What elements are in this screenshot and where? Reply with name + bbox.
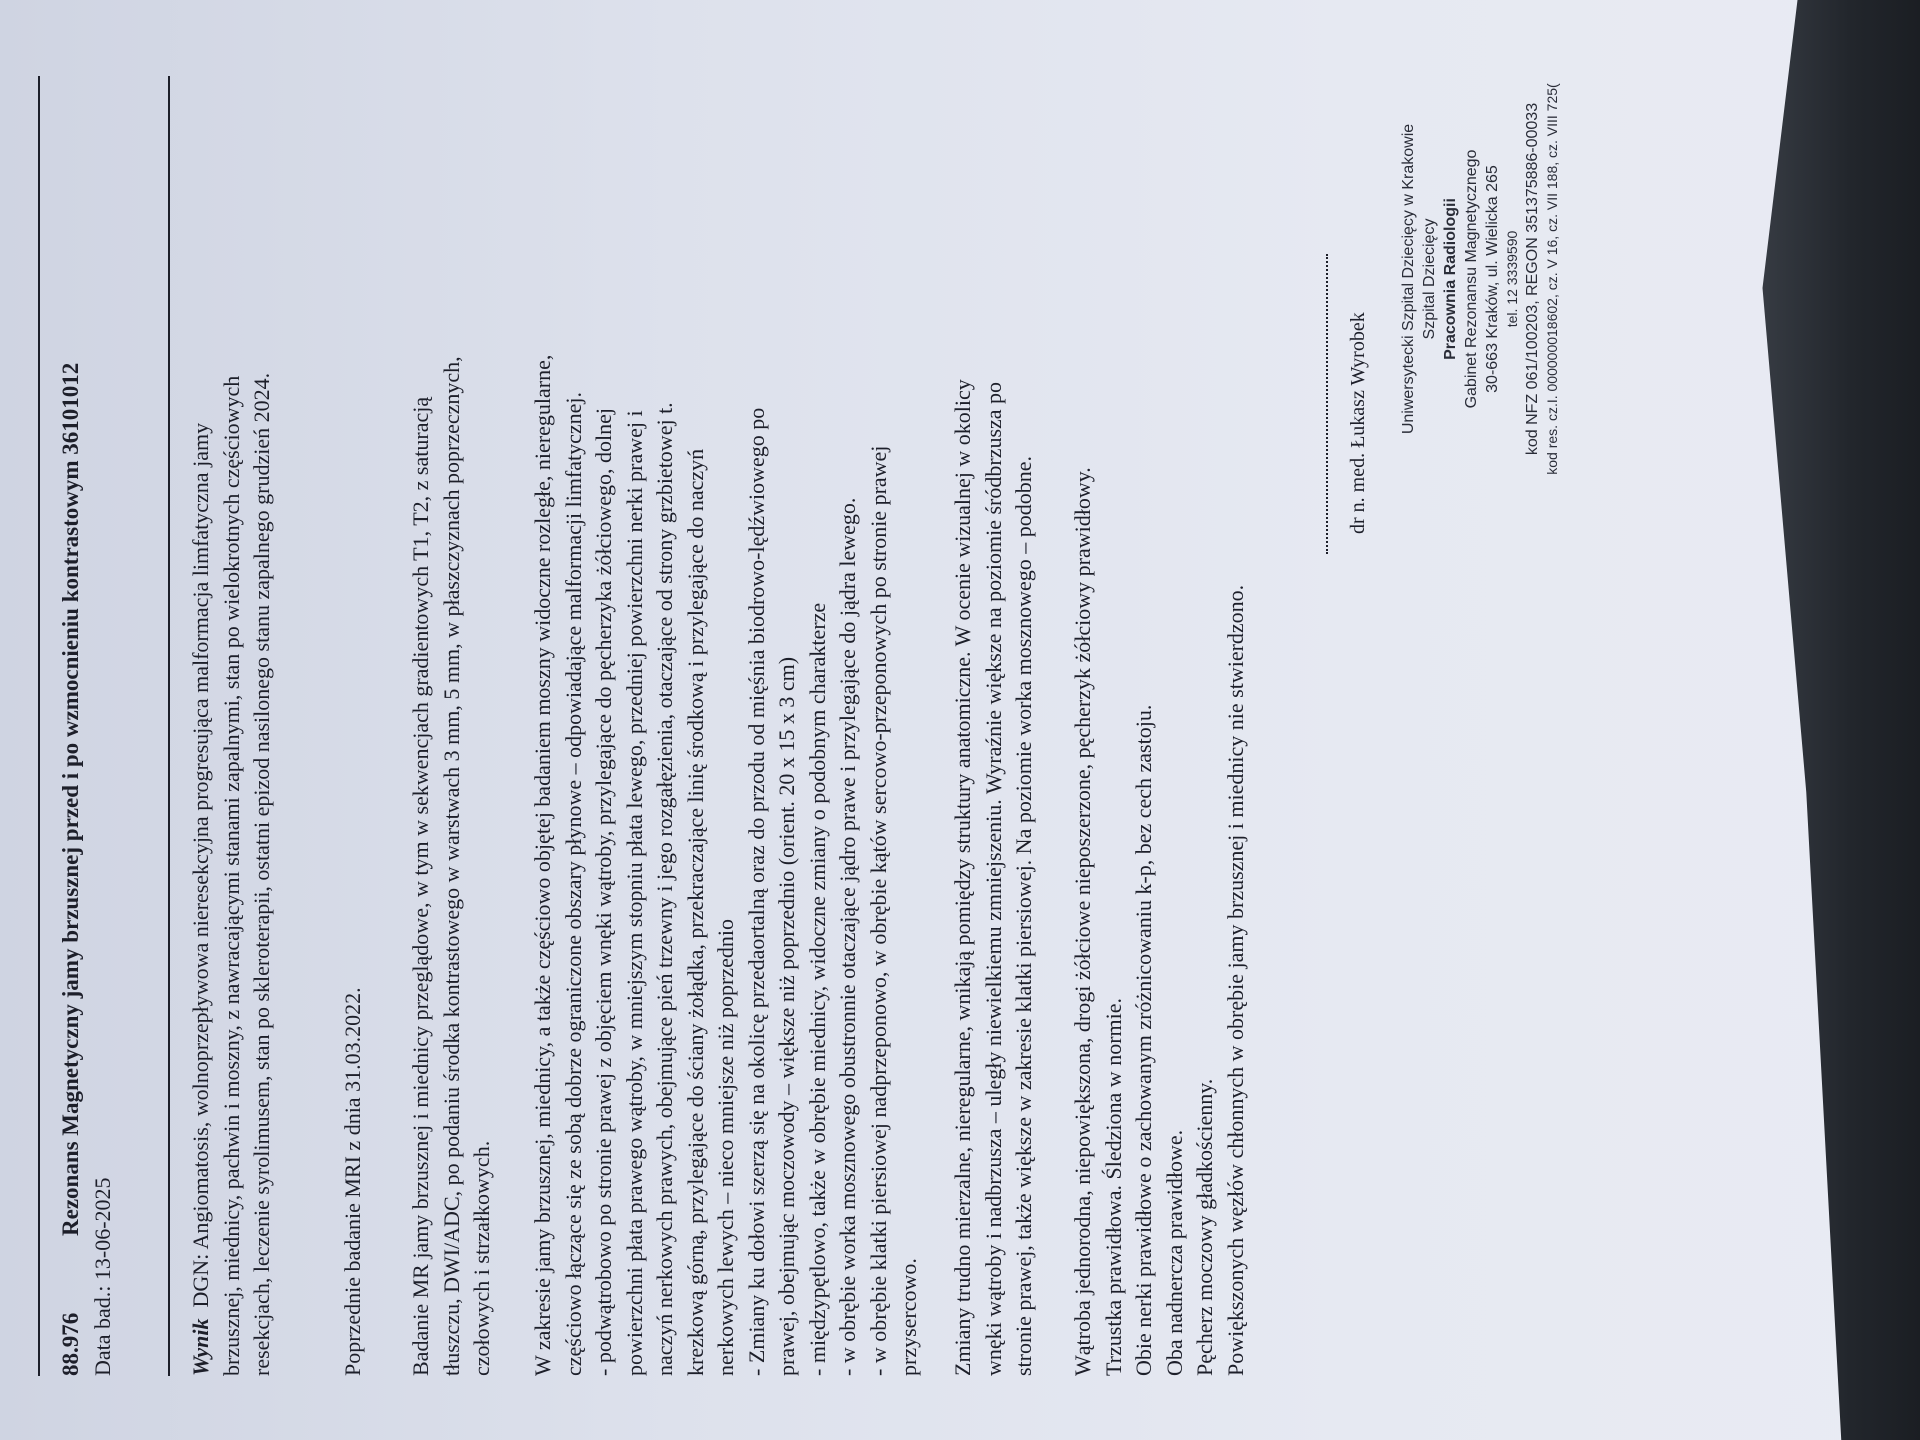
changes-line-1: Zmiany trudno mierzalne, nieregularne, wnikają pomiędzy struktury anatomiczne. W ocenie wizualnej w okolicy bbox=[950, 379, 975, 1376]
stamp-phone: tel. 12 3339590 bbox=[1504, 230, 1520, 328]
technique-section bbox=[406, 76, 498, 1376]
stamp-department: Pracownia Radiologii bbox=[1442, 198, 1459, 360]
technique-line-2: tłuszczu, DWI/ADC, po podaniu środka kontrastowego w warstwach 3 mm, 5 mm, w płaszczyznach poprzecznych, bbox=[438, 356, 464, 1376]
header-bottom-rule bbox=[168, 76, 170, 1376]
header-top-rule bbox=[38, 76, 40, 1376]
findings-line-7: nerkowych lewych – nieco mniejsze niż poprzednio bbox=[713, 919, 738, 1376]
result-line-2: brzusznej, miednicy, pachwin i moszny, z nawracającymi stanami zapalnymi, stan po wielokrotnych częściowych bbox=[218, 375, 244, 1376]
changes-line-3: stronie prawej, także większe w zakresie klatki piersiowej. Na poziomie worka mosznowego – podobne. bbox=[1011, 455, 1036, 1376]
report-number: 88.976 bbox=[58, 1312, 83, 1376]
technique-line-3: czołowych i strzałkowych. bbox=[469, 1140, 494, 1376]
findings-line-4: powierzchni płata prawego wątroby, w mniejszym stopniu płata lewego, przedniej powierzchni nerki prawej i bbox=[621, 410, 647, 1376]
report-title: Rezonans Magnetyczny jamy brzusznej przed i po wzmocnieniu kontrastowym 36101012 bbox=[58, 362, 83, 1236]
stamp-registry: kod res. cz.I. 000000018602, cz. V 16, cz. VII 188, cz. VIII 725( bbox=[1544, 83, 1560, 475]
findings-line-12: - w obrębie klatki piersiowej nadprzeponowo, w obrębie kątów sercowo-przeponowych po stronie prawej bbox=[865, 445, 891, 1376]
organs-line-1: Wątroba jednorodna, niepowiększona, drogi żółciowe nieposzerzone, pęcherzyk żółciowy prawidłowy. bbox=[1070, 467, 1095, 1376]
stamp-hospital-unit: Szpital Dziecięcy bbox=[1421, 218, 1438, 340]
organs-line-4: Oba nadnercza prawidłowe. bbox=[1161, 1129, 1187, 1376]
signature-dotted-line bbox=[1326, 254, 1328, 554]
exam-date: Data bad.: 13-06-2025 bbox=[90, 1177, 115, 1376]
result-section bbox=[186, 76, 278, 1376]
result-line-3: resekcjach, leczenie syrolimusem, stan po skleroterapii, ostatni epizod nasilonego stanu zapalnego grudzień 2024. bbox=[249, 372, 274, 1376]
stamp-hospital-name: Uniwersytecki Szpital Dziecięcy w Krakowie bbox=[1400, 123, 1417, 435]
hospital-stamp bbox=[1398, 69, 1562, 489]
organs-section bbox=[1068, 76, 1251, 1376]
result-label: Wynik bbox=[188, 1318, 213, 1376]
organs-line-6: Powiększonych węzłów chłonnych w obrębie jamy brzusznej i miednicy nie stwierdzono. bbox=[1222, 584, 1248, 1376]
findings-line-6: krezkową górną, przylegające do ściany żołądka, przekraczające linię środkową i przylegające do naczyń bbox=[682, 448, 708, 1376]
previous-exam: Poprzednie badanie MRI z dnia 31.03.2022. bbox=[340, 987, 365, 1376]
stamp-address: 30-663 Kraków, ul. Wielicka 265 bbox=[1484, 165, 1501, 393]
findings-line-1: W zakresie jamy brzusznej, miednicy, a także częściowo objętej badaniem moszny widoczne rozległe, nieregularne, bbox=[530, 354, 555, 1376]
doctor-signature: dr n. med. Łukasz Wyrobek bbox=[1347, 312, 1369, 534]
findings-section bbox=[528, 76, 925, 1376]
result-line-1: Wynik DGN: Angiomatosis, wolnoprzepływowa nieresekcyjna progresująca malformacja limfatyczna jamy bbox=[188, 422, 213, 1376]
organs-line-2: Trzustka prawidłowa. Śledziona w normie. bbox=[1100, 997, 1126, 1376]
changes-line-2: wnęki wątroby i nadbrzusza – uległy niewielkiemu zmniejszeniu. Wyraźnie większe na poziomie śródbrzusza po bbox=[980, 381, 1006, 1376]
stamp-office: Gabinet Rezonansu Magnetycznego bbox=[1463, 149, 1480, 409]
organs-line-3: Obie nerki prawidłowe o zachowanym zróżnicowaniu k-p, bez cech zastoju. bbox=[1131, 704, 1156, 1376]
findings-line-9: prawej, obejmując moczowody – większe niż poprzednio (orient. 20 x 15 x 3 cm) bbox=[774, 656, 799, 1376]
technique-line-1: Badanie MR jamy brzusznej i miednicy przeglądowe, w tym w sekwencjach gradientowych T1, T2, z saturacją bbox=[408, 396, 433, 1376]
findings-line-3: - podwątrobowo po stronie prawej z objęciem wnęki wątroby, przylegające do pęcherzyka żółciowego, dolnej bbox=[591, 407, 616, 1376]
findings-line-5: naczyń nerkowych prawych, obejmujące pień trzewny i jego rozgałęzienia, otaczające od strony grzbietowej t. bbox=[652, 402, 677, 1376]
changes-section bbox=[948, 76, 1040, 1376]
findings-line-2: częściowo łączące się ze sobą dobrze ograniczone obszary płynowe – odpowiadające malformacji limfatycznej. bbox=[560, 391, 586, 1376]
stamp-codes: kod NFZ 061/100203, REGON 351375886-00033 bbox=[1524, 102, 1541, 456]
findings-line-8: - Zmiany ku dołowi szerzą się na okolicę przedaortalną oraz do przodu od mięśnia biodrowo-lędźwiowego po bbox=[743, 407, 769, 1376]
radiology-report-page bbox=[8, 0, 1808, 1434]
findings-line-13: przysercowo. bbox=[896, 1258, 921, 1376]
findings-line-10: - międzypętlowo, także w obrębie miednicy, widoczne zmiany o podobnym charakterze bbox=[804, 602, 830, 1376]
organs-line-5: Pęcherz moczowy gładkościenny. bbox=[1192, 1078, 1217, 1376]
findings-line-11: - w obrębie worka mosznowego obustronnie otaczające jądro prawe i przylegające do jądra lewego. bbox=[835, 497, 860, 1376]
